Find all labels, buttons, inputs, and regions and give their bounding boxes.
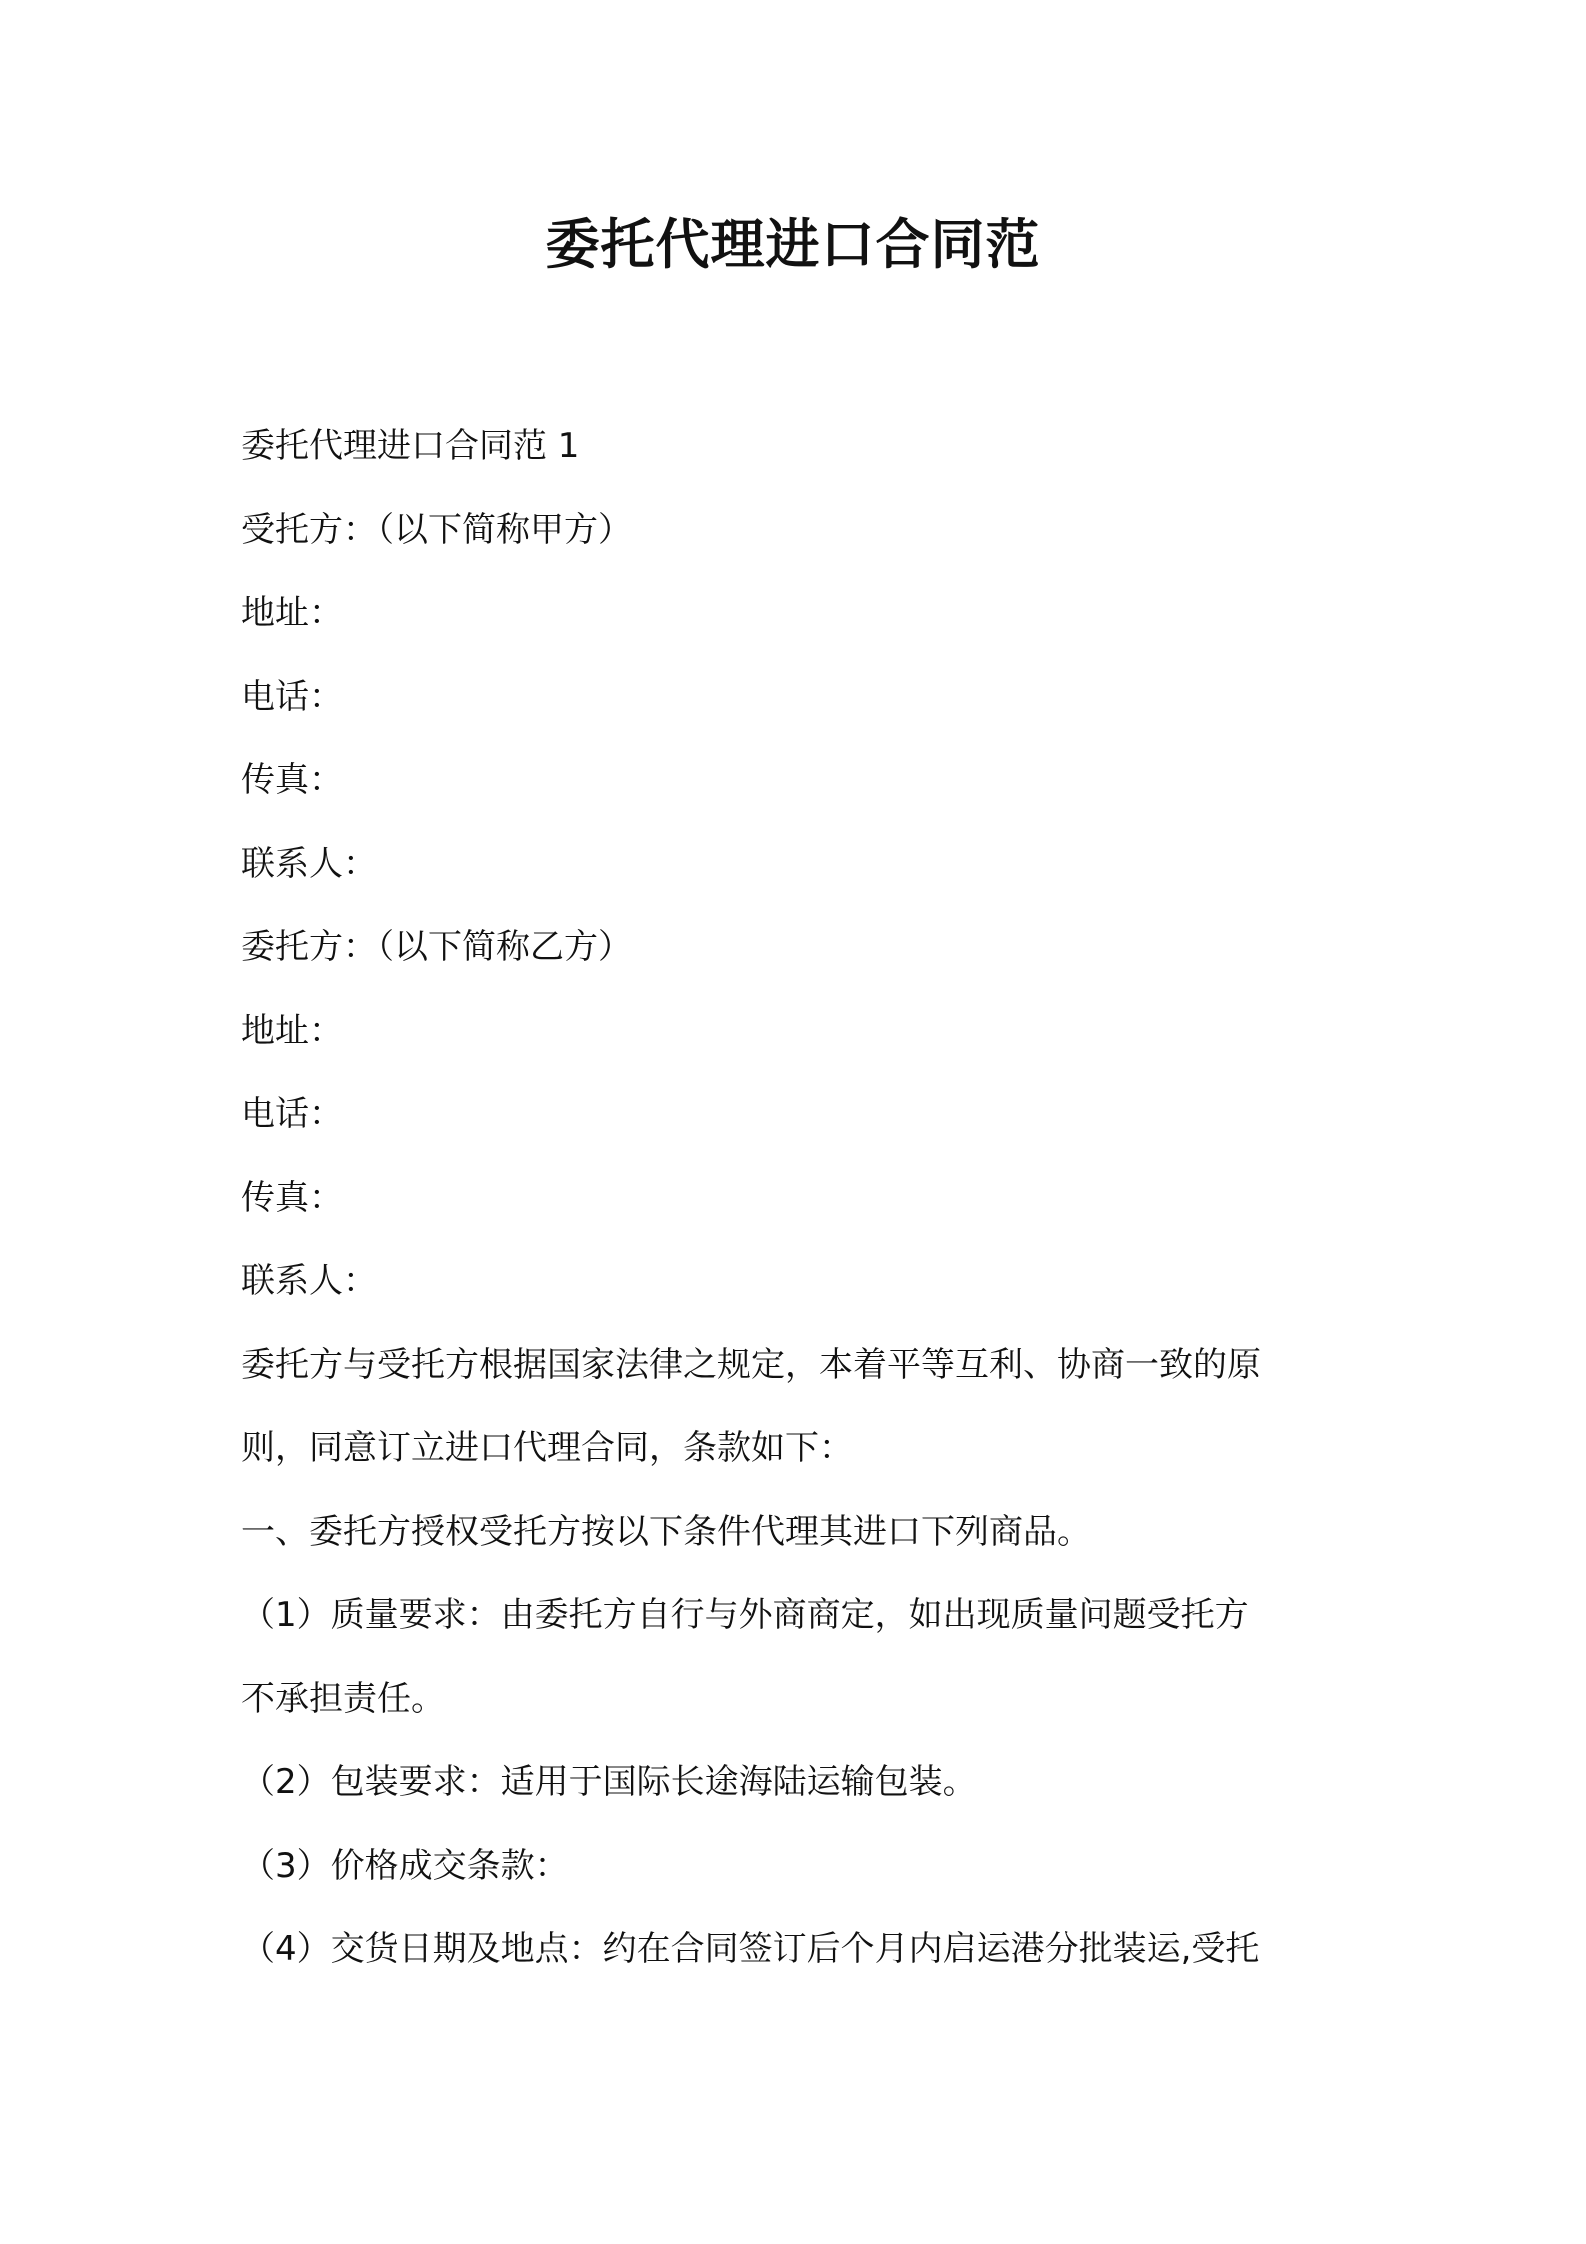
- preamble-line-2: 则，同意订立进口代理合同，条款如下：: [241, 1428, 853, 1468]
- party-b-label: 委托方：（以下简称乙方）: [241, 927, 632, 967]
- preamble-line-1: 委托方与受托方根据国家法律之规定，本着平等互利、协商一致的原: [241, 1344, 1261, 1385]
- clause-1-item-1-line-2: 不承担责任。: [241, 1678, 445, 1719]
- party-b-fax: 传真：: [241, 1177, 343, 1218]
- party-a-label: 受托方：（以下简称甲方）: [241, 509, 632, 550]
- party-b-contact: 联系人：: [241, 1261, 377, 1301]
- section-heading: 委托代理进口合同范 1: [241, 426, 580, 466]
- clause-1-item-1-line-1: （1）质量要求：由委托方自行与外商商定，如出现质量问题受托方: [241, 1595, 1249, 1635]
- party-a-contact: 联系人：: [241, 843, 377, 884]
- party-a-fax: 传真：: [241, 760, 343, 800]
- clause-1-item-3: （3）价格成交条款：: [241, 1845, 569, 1886]
- clause-1-heading: 一、委托方授权受托方按以下条件代理其进口下列商品。: [241, 1511, 1091, 1552]
- party-b-phone: 电话：: [241, 1094, 343, 1134]
- party-a-address: 地址：: [241, 593, 343, 633]
- clause-1-item-2: （2）包装要求：适用于国际长途海陆运输包装。: [241, 1762, 977, 1802]
- document-body: [241, 405, 1361, 1992]
- party-b-address: 地址：: [241, 1010, 343, 1051]
- clause-1-item-4: （4）交货日期及地点：约在合同签订后个月内启运港分批装运,受托: [241, 1929, 1260, 1969]
- document-title: 委托代理进口合同范: [545, 213, 1041, 276]
- party-a-phone: 电话：: [241, 676, 343, 717]
